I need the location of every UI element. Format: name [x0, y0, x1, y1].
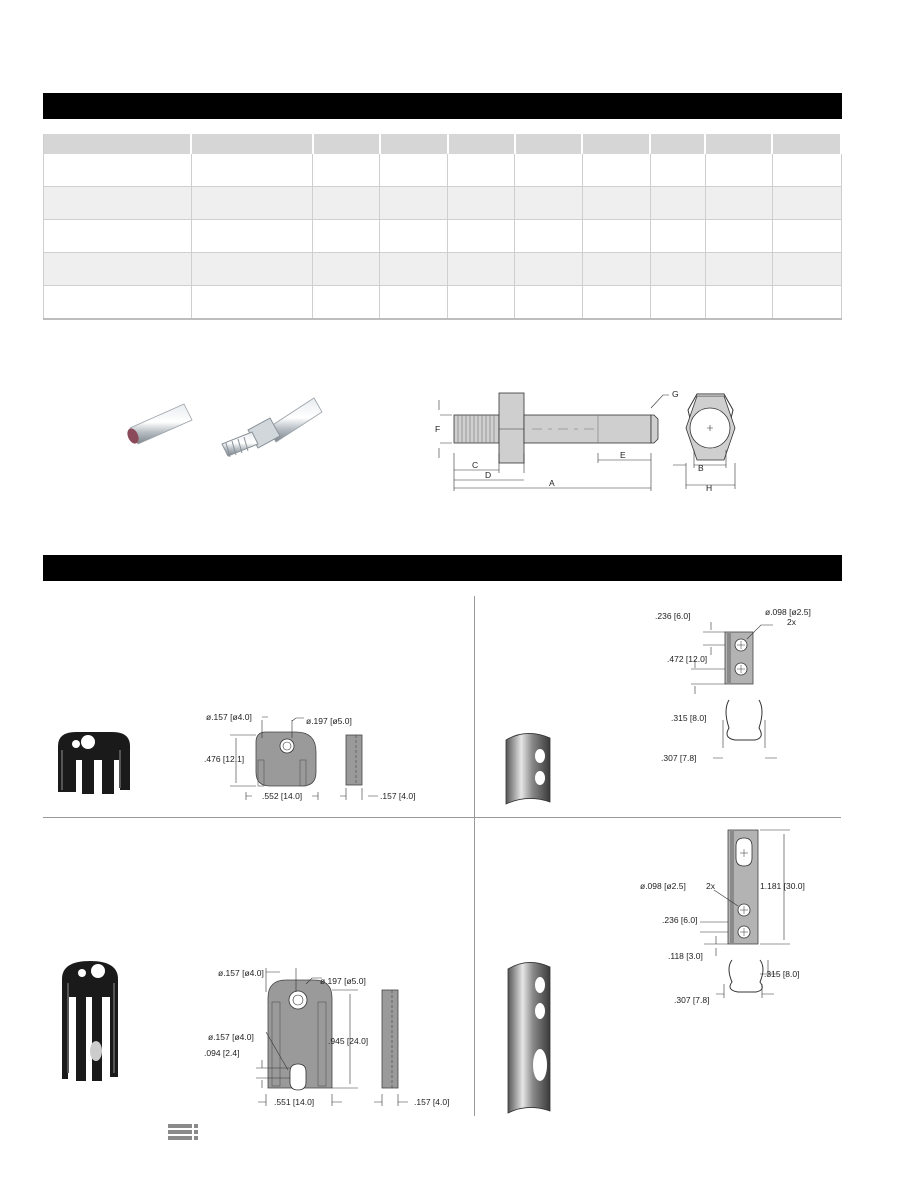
- dim-thickness: .157 [4.0]: [414, 1097, 450, 1107]
- column-header: [191, 134, 313, 154]
- section-header-bar-1: [43, 93, 842, 119]
- dim-width: .552 [14.0]: [262, 791, 303, 801]
- table-cell: [44, 253, 192, 286]
- dim-label-d: D: [485, 470, 492, 480]
- grid-divider-vertical: [474, 596, 475, 1116]
- table-cell: [582, 154, 650, 187]
- clip-large-photo: [500, 955, 562, 1115]
- table-cell: [380, 286, 448, 320]
- column-header: [448, 134, 515, 154]
- table-cell: [650, 253, 705, 286]
- dim-label-c: C: [472, 460, 479, 470]
- dim-slot-offset: .094 [2.4]: [204, 1048, 240, 1058]
- clip-small-photo: [500, 726, 562, 806]
- table-cell: [448, 187, 515, 220]
- column-header: [313, 134, 380, 154]
- clip-large-drawing: [640, 826, 840, 1008]
- table-cell: [191, 154, 313, 187]
- table-cell: [44, 286, 192, 320]
- table-header-row: [44, 134, 842, 154]
- column-header: [650, 134, 705, 154]
- block-small-photo: [50, 728, 134, 798]
- column-header: [582, 134, 650, 154]
- dim-length: 1.181 [30.0]: [760, 881, 805, 891]
- table-cell: [380, 187, 448, 220]
- thread-section: [454, 415, 499, 443]
- table-cell: [650, 220, 705, 253]
- dim-holes: ø.098 [ø2.5]: [640, 881, 686, 891]
- table-cell: [313, 220, 380, 253]
- column-header: [772, 134, 841, 154]
- shoulder-bolt-image: [222, 398, 322, 457]
- table-cell: [582, 286, 650, 320]
- table-cell: [705, 220, 772, 253]
- table-cell: [191, 253, 313, 286]
- footer-logo-icon: [168, 1124, 200, 1144]
- table-row: [44, 253, 842, 286]
- table-cell: [44, 154, 192, 187]
- block-large-drawing: [200, 962, 465, 1112]
- table-cell: [448, 253, 515, 286]
- table-cell: [772, 253, 841, 286]
- shoulder-bolt-drawing: [432, 388, 752, 496]
- dim-hole-large: ø.197 [ø5.0]: [320, 976, 366, 986]
- dim-inner-width: .315 [8.0]: [671, 713, 707, 723]
- column-header: [44, 134, 192, 154]
- table-row: [44, 220, 842, 253]
- table-cell: [380, 253, 448, 286]
- dim-label-g: G: [672, 389, 679, 399]
- table-cell: [313, 187, 380, 220]
- grid-divider-horizontal: [43, 817, 841, 818]
- table-cell: [705, 286, 772, 320]
- table-cell: [772, 154, 841, 187]
- table-cell: [191, 187, 313, 220]
- table-cell: [705, 253, 772, 286]
- dim-slot-hole: ø.157 [ø4.0]: [208, 1032, 254, 1042]
- table-cell: [191, 286, 313, 320]
- table-cell: [515, 253, 583, 286]
- table-cell: [515, 220, 583, 253]
- dim-holes-qty: 2x: [787, 617, 796, 627]
- table-cell: [650, 154, 705, 187]
- dim-label-f: F: [435, 424, 441, 434]
- dim-hole-small: ø.157 [ø4.0]: [218, 968, 264, 978]
- table-cell: [650, 286, 705, 320]
- table-cell: [650, 187, 705, 220]
- dim-height: .945 [24.0]: [328, 1036, 369, 1046]
- section-header-bar-2: [43, 555, 842, 581]
- table-cell: [191, 220, 313, 253]
- dim-hole-spacing: .236 [6.0]: [655, 611, 691, 621]
- table-cell: [380, 154, 448, 187]
- pin-photos: [118, 388, 328, 468]
- table-cell: [448, 220, 515, 253]
- dim-hole-large: ø.197 [ø5.0]: [306, 716, 352, 726]
- table-cell: [705, 187, 772, 220]
- table-cell: [448, 286, 515, 320]
- block-large-photo: [48, 955, 134, 1085]
- table-cell: [515, 154, 583, 187]
- column-header: [515, 134, 583, 154]
- table-cell: [582, 253, 650, 286]
- table-cell: [582, 220, 650, 253]
- table-row: [44, 286, 842, 320]
- table-row: [44, 154, 842, 187]
- table-cell: [515, 286, 583, 320]
- table-cell: [772, 286, 841, 320]
- dim-outer-width: .307 [7.8]: [674, 995, 710, 1005]
- table-cell: [313, 286, 380, 320]
- table-cell: [313, 253, 380, 286]
- table-cell: [515, 187, 583, 220]
- table-cell: [582, 187, 650, 220]
- dim-label-a: A: [549, 478, 555, 488]
- table-cell: [313, 154, 380, 187]
- dowel-pin-image: [125, 404, 192, 445]
- dim-width: .551 [14.0]: [274, 1097, 315, 1107]
- clip-small-drawing: [655, 600, 840, 772]
- column-header: [705, 134, 772, 154]
- dim-holes-qty: 2x: [706, 881, 715, 891]
- spec-table: [43, 134, 842, 320]
- table-cell: [772, 220, 841, 253]
- table-cell: [44, 187, 192, 220]
- dim-thickness: .157 [4.0]: [380, 791, 416, 801]
- table-row: [44, 187, 842, 220]
- dim-holes: ø.098 [ø2.5]: [765, 607, 811, 617]
- table-cell: [772, 187, 841, 220]
- dim-edge-offset: .118 [3.0]: [668, 951, 703, 961]
- table-cell: [448, 154, 515, 187]
- hex-head-side: [499, 393, 524, 463]
- table-cell: [705, 154, 772, 187]
- dim-label-h: H: [706, 483, 713, 493]
- block-small-drawing: [200, 708, 432, 802]
- dim-label-b: B: [698, 463, 704, 473]
- column-header: [380, 134, 448, 154]
- dim-outer-width: .307 [7.8]: [661, 753, 697, 763]
- dim-hole-spacing: .236 [6.0]: [662, 915, 698, 925]
- dim-inner-width: .315 [8.0]: [764, 969, 800, 979]
- table-cell: [44, 220, 192, 253]
- dim-height: .476 [12.1]: [204, 754, 245, 764]
- dim-length: .472 [12.0]: [667, 654, 708, 664]
- table-cell: [380, 220, 448, 253]
- dim-label-e: E: [620, 450, 626, 460]
- dim-hole-small: ø.157 [ø4.0]: [206, 712, 252, 722]
